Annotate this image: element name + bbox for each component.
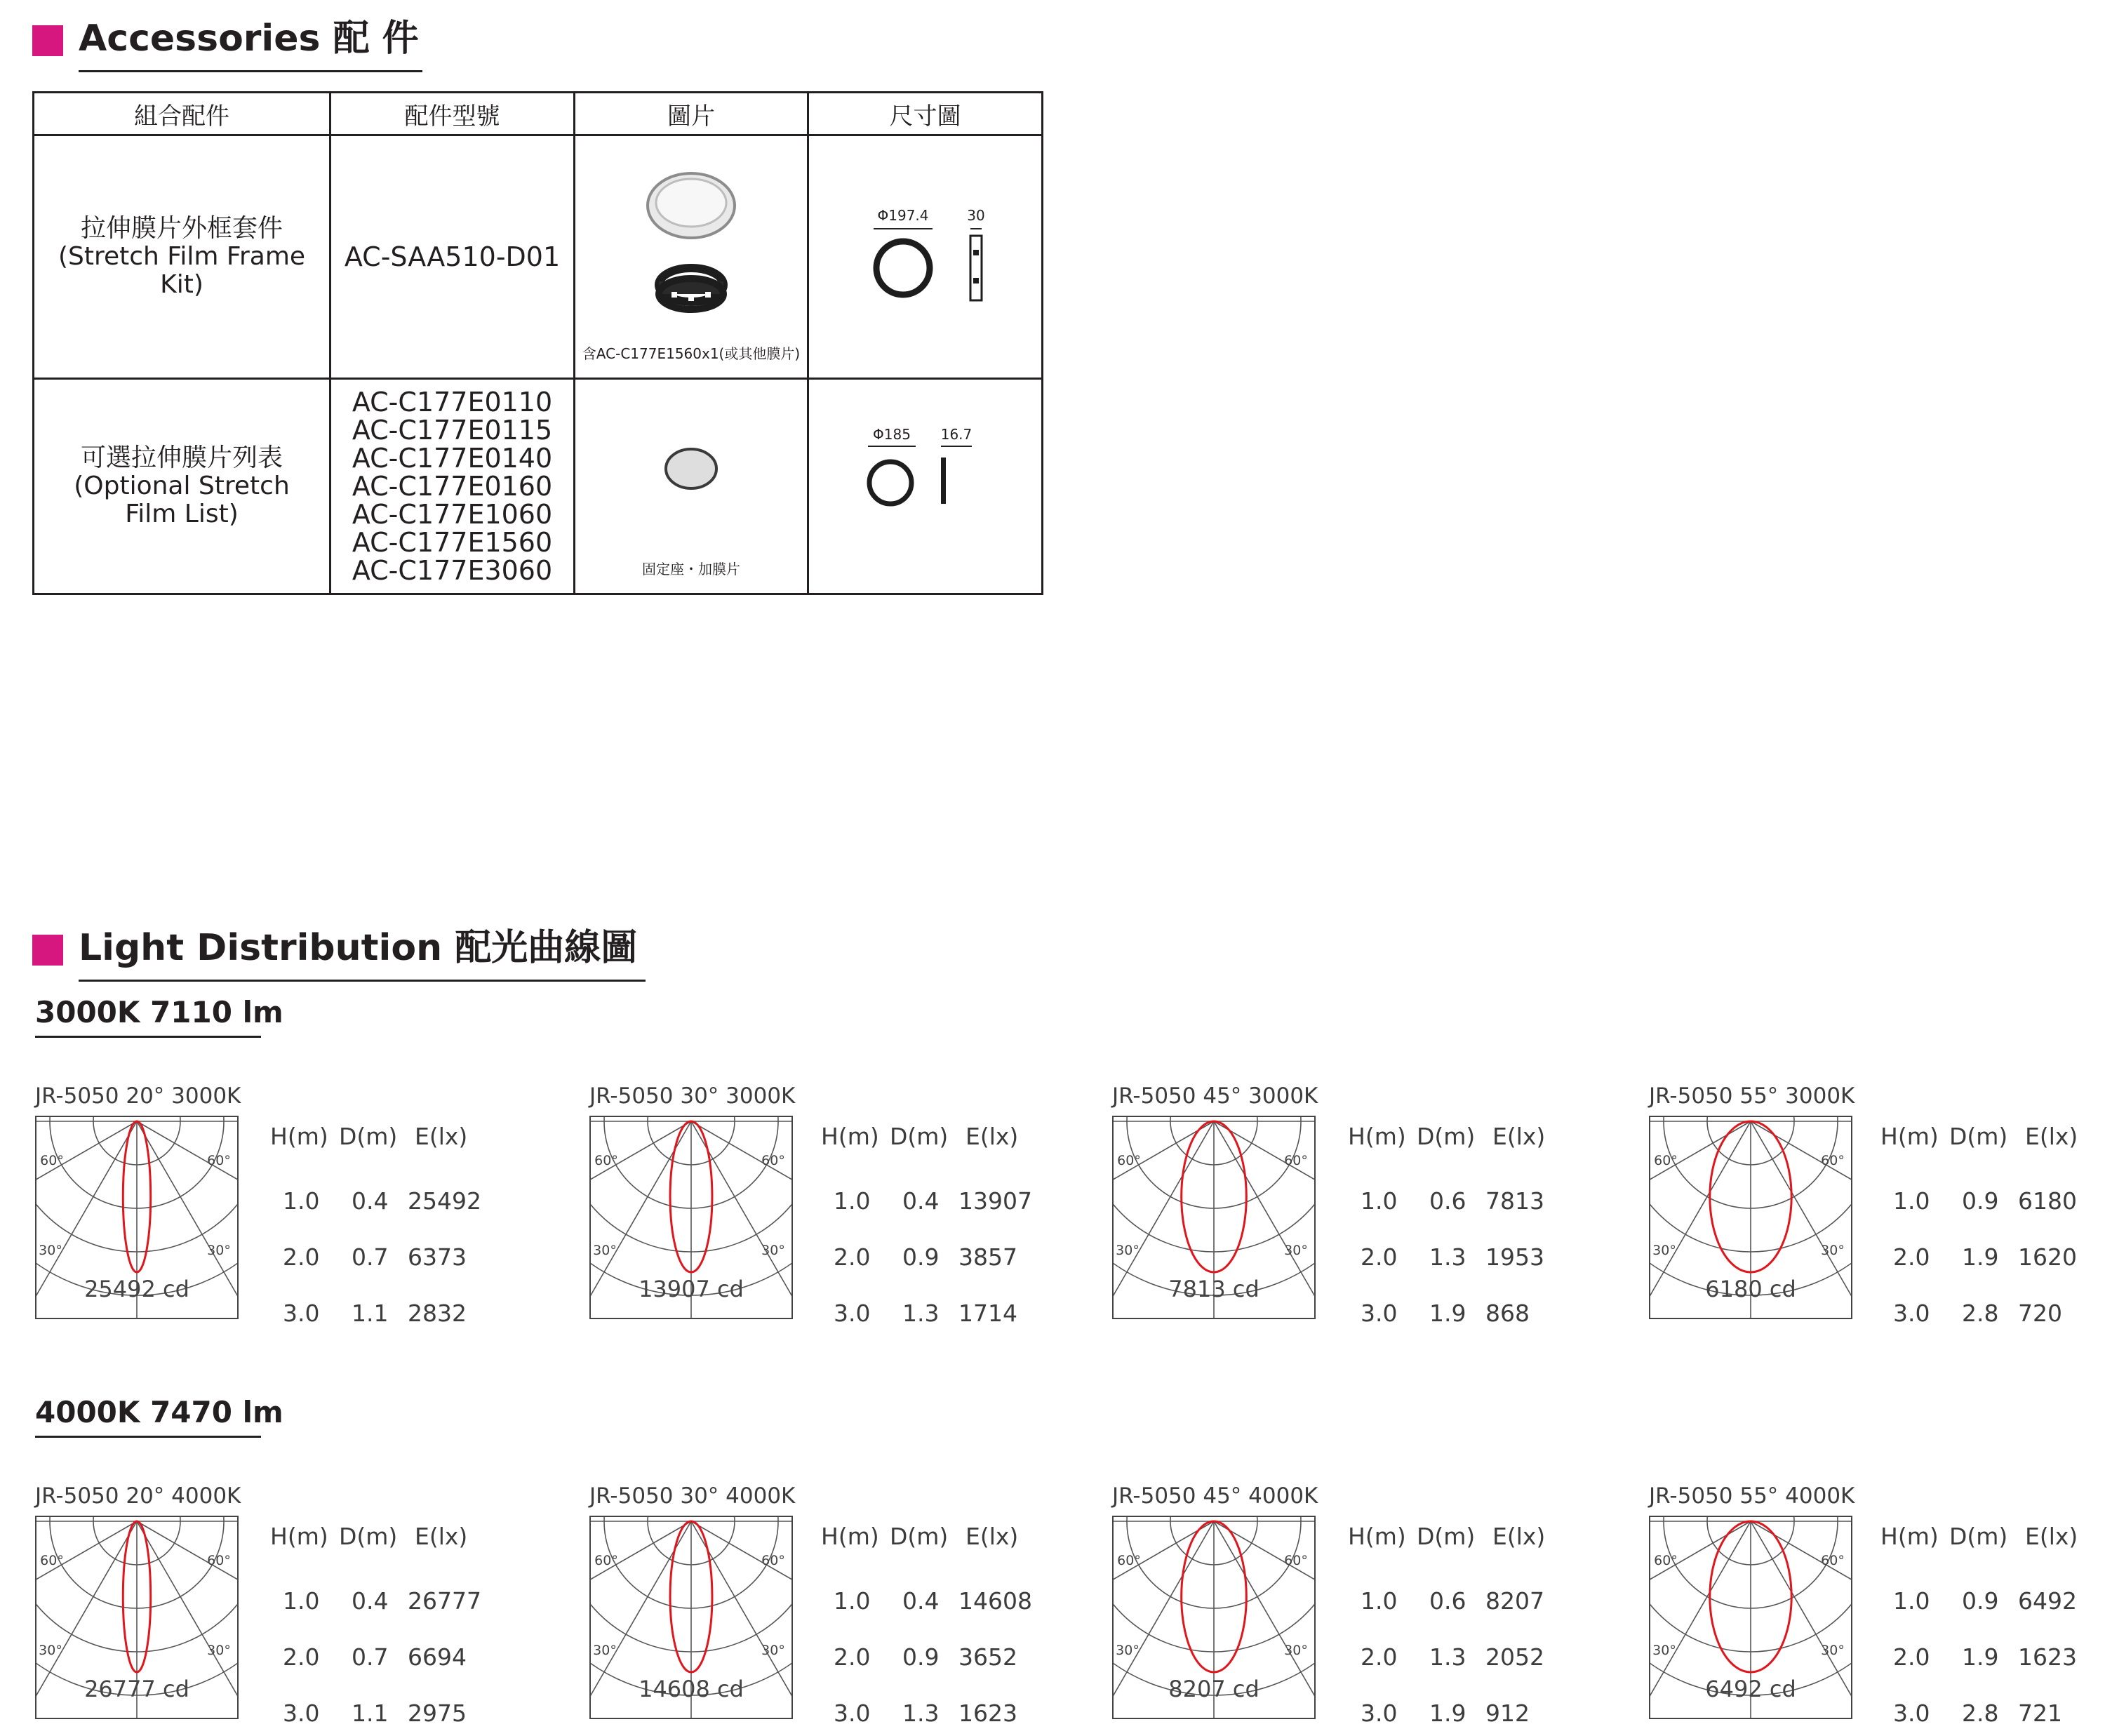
stretch-film-image bbox=[656, 441, 726, 497]
illuminance-value: 1623 bbox=[958, 1700, 1017, 1727]
model-number: AC-C177E3060 bbox=[352, 555, 553, 586]
beam-title: JR-5050 45° 3000K bbox=[1112, 1083, 1318, 1109]
illuminance-value: 8207 bbox=[1485, 1587, 1544, 1615]
light-distribution-title: Light Distribution 配光曲線圖 bbox=[79, 927, 638, 969]
accessory-name-en: (Optional Stretch bbox=[74, 472, 290, 500]
height-value: 2.0 bbox=[1893, 1643, 1930, 1671]
accessory-name-en: Film List) bbox=[125, 500, 239, 528]
column-header: E(lx) bbox=[1492, 1523, 1546, 1550]
illuminance-value: 1714 bbox=[958, 1300, 1017, 1327]
peak-intensity-label: 8207 cd bbox=[1168, 1676, 1259, 1702]
angle-label: 60° bbox=[1117, 1153, 1141, 1168]
height-value: 1.0 bbox=[834, 1587, 871, 1615]
light-distribution-block bbox=[1112, 1483, 1617, 1736]
model-number: AC-SAA510-D01 bbox=[344, 241, 561, 272]
illuminance-value: 14608 bbox=[958, 1587, 1032, 1615]
diameter-value: 2.8 bbox=[1962, 1700, 1999, 1727]
column-header: D(m) bbox=[890, 1523, 949, 1550]
dimension-cell bbox=[808, 379, 1043, 594]
angle-label: 30° bbox=[593, 1243, 617, 1258]
angle-label: 60° bbox=[1117, 1553, 1141, 1568]
column-header: D(m) bbox=[339, 1523, 398, 1550]
height-value: 3.0 bbox=[1893, 1300, 1930, 1327]
heading-underline bbox=[79, 980, 646, 982]
polar-distribution-chart bbox=[1112, 1516, 1316, 1719]
accessory-name-zh: 可選拉伸膜片列表 bbox=[80, 443, 283, 472]
height-value: 3.0 bbox=[283, 1300, 320, 1327]
table-header-row bbox=[34, 93, 1043, 135]
diameter-value: 1.1 bbox=[352, 1300, 389, 1327]
polar-distribution-chart bbox=[35, 1516, 239, 1719]
stretch-film-dimension-drawing bbox=[855, 427, 996, 511]
illuminance-value: 1623 bbox=[2018, 1643, 2077, 1671]
column-header: E(lx) bbox=[2025, 1123, 2078, 1150]
column-header: E(lx) bbox=[1492, 1123, 1546, 1150]
column-header: D(m) bbox=[1949, 1523, 2008, 1550]
col-header: 配件型號 bbox=[330, 93, 575, 135]
light-distribution-block bbox=[1649, 1483, 2105, 1736]
column-header: H(m) bbox=[821, 1523, 879, 1550]
angle-label: 60° bbox=[1821, 1553, 1845, 1568]
accessory-name-cell bbox=[34, 379, 330, 594]
angle-label: 30° bbox=[761, 1643, 785, 1658]
illuminance-value: 1953 bbox=[1485, 1243, 1544, 1271]
height-value: 2.0 bbox=[834, 1643, 871, 1671]
column-header: D(m) bbox=[339, 1123, 398, 1150]
picture-caption: 含AC-C177E1560x1(或其他膜片) bbox=[582, 345, 801, 362]
diameter-value: 1.3 bbox=[902, 1700, 940, 1727]
illuminance-value: 912 bbox=[1485, 1700, 1530, 1727]
model-list bbox=[331, 243, 573, 271]
angle-label: 60° bbox=[1654, 1553, 1678, 1568]
light-distribution-block bbox=[1112, 1083, 1617, 1336]
model-number: AC-C177E0160 bbox=[352, 471, 553, 502]
illuminance-value: 7813 bbox=[1485, 1187, 1544, 1215]
model-number: AC-C177E0110 bbox=[352, 387, 553, 418]
picture-caption: 固定座・加膜片 bbox=[642, 561, 740, 577]
table-row bbox=[34, 379, 1043, 594]
table-row bbox=[34, 135, 1043, 379]
angle-label: 60° bbox=[761, 1553, 785, 1568]
illuminance-value: 13907 bbox=[958, 1187, 1032, 1215]
group-underline bbox=[35, 1436, 261, 1438]
light-distribution-block bbox=[589, 1483, 1095, 1736]
col-header: 組合配件 bbox=[34, 93, 330, 135]
dim-height-label: 16.7 bbox=[940, 427, 972, 443]
dim-diameter-label: Φ185 bbox=[872, 427, 911, 443]
column-header: E(lx) bbox=[415, 1523, 468, 1550]
peak-intensity-label: 26777 cd bbox=[84, 1676, 189, 1702]
peak-intensity-label: 13907 cd bbox=[639, 1276, 744, 1302]
model-number: AC-C177E0115 bbox=[352, 415, 553, 446]
angle-label: 60° bbox=[1284, 1153, 1308, 1168]
accessories-title: Accessories 配 件 bbox=[79, 18, 419, 60]
diameter-value: 2.8 bbox=[1962, 1300, 1999, 1327]
diameter-value: 0.9 bbox=[1962, 1187, 1999, 1215]
picture-cell bbox=[575, 135, 808, 379]
diameter-value: 0.4 bbox=[352, 1587, 389, 1615]
diameter-value: 0.6 bbox=[1429, 1587, 1466, 1615]
diameter-value: 1.3 bbox=[1429, 1243, 1466, 1271]
column-header: H(m) bbox=[270, 1523, 328, 1550]
light-distribution-block bbox=[35, 1083, 540, 1336]
diameter-value: 0.9 bbox=[902, 1243, 940, 1271]
illuminance-value: 6694 bbox=[408, 1643, 467, 1671]
illuminance-value: 3857 bbox=[958, 1243, 1017, 1271]
peak-intensity-label: 7813 cd bbox=[1168, 1276, 1259, 1302]
group-title: 3000K 7110 lm bbox=[35, 995, 283, 1029]
angle-label: 30° bbox=[593, 1643, 617, 1658]
column-header: H(m) bbox=[1348, 1523, 1406, 1550]
angle-label: 60° bbox=[207, 1553, 231, 1568]
height-value: 1.0 bbox=[1893, 1587, 1930, 1615]
height-value: 3.0 bbox=[1361, 1300, 1398, 1327]
beam-title: JR-5050 55° 4000K bbox=[1649, 1483, 1855, 1509]
column-header: E(lx) bbox=[965, 1523, 1019, 1550]
column-header: D(m) bbox=[1417, 1523, 1476, 1550]
angle-label: 60° bbox=[40, 1553, 64, 1568]
angle-label: 60° bbox=[1821, 1153, 1845, 1168]
model-number: AC-C177E1560 bbox=[352, 527, 553, 558]
dim-diameter-label: Φ197.4 bbox=[877, 208, 928, 224]
picture-cell bbox=[575, 379, 808, 594]
light-distribution-block bbox=[1649, 1083, 2105, 1336]
angle-label: 30° bbox=[207, 1243, 231, 1258]
heading-marker bbox=[32, 25, 63, 56]
heading-underline bbox=[79, 70, 422, 72]
light-distribution-block bbox=[589, 1083, 1095, 1336]
polar-distribution-chart bbox=[1649, 1516, 1852, 1719]
column-header: D(m) bbox=[890, 1123, 949, 1150]
column-header: H(m) bbox=[1348, 1123, 1406, 1150]
beam-title: JR-5050 55° 3000K bbox=[1649, 1083, 1855, 1109]
height-value: 1.0 bbox=[1361, 1187, 1398, 1215]
accessory-name-en: (Stretch Film Frame Kit) bbox=[58, 242, 306, 299]
height-value: 3.0 bbox=[1361, 1700, 1398, 1727]
beam-title: JR-5050 20° 4000K bbox=[35, 1483, 241, 1509]
column-header: E(lx) bbox=[2025, 1523, 2078, 1550]
diameter-value: 0.4 bbox=[902, 1187, 940, 1215]
height-value: 2.0 bbox=[283, 1643, 320, 1671]
angle-label: 30° bbox=[1821, 1243, 1845, 1258]
frame-kit-dimension-drawing bbox=[855, 208, 996, 306]
diameter-value: 1.9 bbox=[1429, 1700, 1466, 1727]
column-header: H(m) bbox=[1880, 1123, 1939, 1150]
angle-label: 60° bbox=[761, 1153, 785, 1168]
height-value: 3.0 bbox=[834, 1700, 871, 1727]
column-header: H(m) bbox=[270, 1123, 328, 1150]
height-value: 2.0 bbox=[283, 1243, 320, 1271]
accessories-table bbox=[32, 91, 1043, 595]
column-header: E(lx) bbox=[415, 1123, 468, 1150]
height-value: 1.0 bbox=[283, 1587, 320, 1615]
height-value: 3.0 bbox=[283, 1700, 320, 1727]
angle-label: 30° bbox=[1116, 1643, 1140, 1658]
beam-title: JR-5050 30° 3000K bbox=[589, 1083, 796, 1109]
angle-label: 30° bbox=[761, 1243, 785, 1258]
peak-intensity-label: 14608 cd bbox=[639, 1676, 744, 1702]
height-value: 3.0 bbox=[1893, 1700, 1930, 1727]
model-cell bbox=[330, 135, 575, 379]
model-cell bbox=[330, 379, 575, 594]
polar-distribution-chart bbox=[589, 1116, 793, 1319]
angle-label: 60° bbox=[207, 1153, 231, 1168]
illuminance-value: 26777 bbox=[408, 1587, 481, 1615]
angle-label: 30° bbox=[1284, 1243, 1308, 1258]
angle-label: 60° bbox=[40, 1153, 64, 1168]
polar-distribution-chart bbox=[1112, 1116, 1316, 1319]
height-value: 2.0 bbox=[1893, 1243, 1930, 1271]
model-number: AC-C177E1060 bbox=[352, 499, 553, 530]
column-header: H(m) bbox=[1880, 1523, 1939, 1550]
group-title: 4000K 7470 lm bbox=[35, 1395, 283, 1429]
diameter-value: 1.3 bbox=[902, 1300, 940, 1327]
beam-title: JR-5050 20° 3000K bbox=[35, 1083, 241, 1109]
diameter-value: 0.9 bbox=[1962, 1587, 1999, 1615]
beam-title: JR-5050 45° 4000K bbox=[1112, 1483, 1318, 1509]
angle-label: 30° bbox=[1116, 1243, 1140, 1258]
angle-label: 30° bbox=[39, 1243, 62, 1258]
height-value: 1.0 bbox=[834, 1187, 871, 1215]
height-value: 3.0 bbox=[834, 1300, 871, 1327]
height-value: 2.0 bbox=[834, 1243, 871, 1271]
column-header: H(m) bbox=[821, 1123, 879, 1150]
height-value: 1.0 bbox=[1361, 1587, 1398, 1615]
heading-marker bbox=[32, 935, 63, 966]
model-list bbox=[331, 388, 573, 585]
col-header: 尺寸圖 bbox=[808, 93, 1043, 135]
diameter-value: 1.9 bbox=[1962, 1643, 1999, 1671]
illuminance-value: 868 bbox=[1485, 1300, 1530, 1327]
frame-kit-image bbox=[621, 162, 761, 323]
angle-label: 30° bbox=[1284, 1643, 1308, 1658]
light-distribution-block bbox=[35, 1483, 540, 1736]
angle-label: 60° bbox=[594, 1553, 618, 1568]
illuminance-value: 3652 bbox=[958, 1643, 1017, 1671]
polar-distribution-chart bbox=[35, 1116, 239, 1319]
illuminance-value: 6180 bbox=[2018, 1187, 2077, 1215]
peak-intensity-label: 6180 cd bbox=[1705, 1276, 1796, 1302]
angle-label: 60° bbox=[1654, 1153, 1678, 1168]
angle-label: 30° bbox=[1652, 1243, 1676, 1258]
illuminance-value: 6492 bbox=[2018, 1587, 2077, 1615]
height-value: 1.0 bbox=[1893, 1187, 1930, 1215]
angle-label: 30° bbox=[207, 1643, 231, 1658]
illuminance-value: 25492 bbox=[408, 1187, 481, 1215]
angle-label: 30° bbox=[39, 1643, 62, 1658]
height-value: 2.0 bbox=[1361, 1243, 1398, 1271]
height-value: 1.0 bbox=[283, 1187, 320, 1215]
illuminance-value: 720 bbox=[2018, 1300, 2062, 1327]
diameter-value: 1.9 bbox=[1962, 1243, 1999, 1271]
angle-label: 30° bbox=[1821, 1643, 1845, 1658]
diameter-value: 0.7 bbox=[352, 1243, 389, 1271]
accessory-name-cell bbox=[34, 135, 330, 379]
illuminance-value: 2975 bbox=[408, 1700, 467, 1727]
illuminance-value: 721 bbox=[2018, 1700, 2062, 1727]
diameter-value: 0.7 bbox=[352, 1643, 389, 1671]
column-header: D(m) bbox=[1417, 1123, 1476, 1150]
diameter-value: 0.6 bbox=[1429, 1187, 1466, 1215]
illuminance-value: 2832 bbox=[408, 1300, 467, 1327]
diameter-value: 1.9 bbox=[1429, 1300, 1466, 1327]
diameter-value: 1.3 bbox=[1429, 1643, 1466, 1671]
angle-label: 60° bbox=[1284, 1553, 1308, 1568]
illuminance-value: 2052 bbox=[1485, 1643, 1544, 1671]
diameter-value: 1.1 bbox=[352, 1700, 389, 1727]
illuminance-value: 6373 bbox=[408, 1243, 467, 1271]
polar-distribution-chart bbox=[1649, 1116, 1852, 1319]
height-value: 2.0 bbox=[1361, 1643, 1398, 1671]
diameter-value: 0.4 bbox=[902, 1587, 940, 1615]
angle-label: 30° bbox=[1652, 1643, 1676, 1658]
column-header: D(m) bbox=[1949, 1123, 2008, 1150]
dim-height-label: 30 bbox=[966, 208, 985, 224]
beam-title: JR-5050 30° 4000K bbox=[589, 1483, 796, 1509]
model-number: AC-C177E0140 bbox=[352, 443, 553, 474]
accessory-name-zh: 拉伸膜片外框套件 bbox=[80, 214, 283, 243]
illuminance-value: 1620 bbox=[2018, 1243, 2077, 1271]
dimension-cell bbox=[808, 135, 1043, 379]
peak-intensity-label: 6492 cd bbox=[1705, 1676, 1796, 1702]
peak-intensity-label: 25492 cd bbox=[84, 1276, 189, 1302]
diameter-value: 0.9 bbox=[902, 1643, 940, 1671]
angle-label: 60° bbox=[594, 1153, 618, 1168]
polar-distribution-chart bbox=[589, 1516, 793, 1719]
group-underline bbox=[35, 1036, 261, 1038]
diameter-value: 0.4 bbox=[352, 1187, 389, 1215]
column-header: E(lx) bbox=[965, 1123, 1019, 1150]
col-header: 圖片 bbox=[575, 93, 808, 135]
